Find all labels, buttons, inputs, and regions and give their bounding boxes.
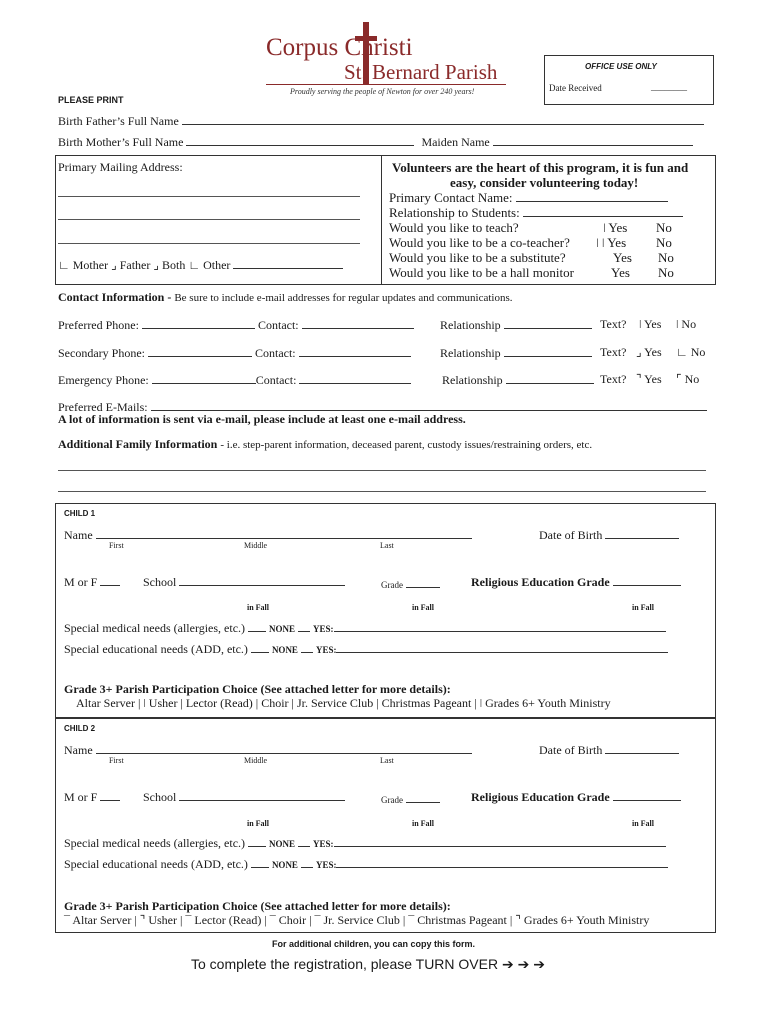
logo-name-top: Corpus Christi: [266, 34, 413, 61]
contact-label: Contact:: [254, 346, 296, 360]
first-label: First: [109, 756, 124, 765]
in-fall-label: in Fall: [412, 603, 435, 612]
medical-field[interactable]: [334, 835, 666, 847]
last-label: Last: [380, 756, 394, 765]
primary-contact-row: [389, 190, 668, 206]
question-teach: Would you like to teach?: [389, 220, 519, 235]
educational-field[interactable]: [336, 641, 668, 653]
arrow-right-icon: ➔ ➔ ➔: [502, 956, 545, 972]
primary-contact-label: Primary Contact Name:: [389, 190, 513, 205]
middle-label: Middle: [244, 541, 268, 550]
mother-name-field[interactable]: [186, 134, 414, 146]
contact-label: Contact:: [257, 318, 299, 332]
first-label: First: [109, 541, 124, 550]
additional-info-line-2[interactable]: [58, 491, 706, 492]
medical-label: Special medical needs (allergies, etc.): [64, 621, 246, 635]
contact-field[interactable]: [299, 345, 411, 357]
logo-tagline: Proudly serving the people of Newton for over 240 years!: [290, 87, 475, 96]
relationship-field[interactable]: [504, 317, 592, 329]
last-label: Last: [380, 541, 394, 550]
text-yes-option[interactable]: ⌟ Yes: [636, 345, 662, 359]
yes-label: YES:: [315, 860, 337, 870]
relationship-row: [389, 205, 683, 221]
other-field[interactable]: [233, 257, 343, 269]
question-coteach: Would you like to be a co-teacher?: [389, 235, 570, 250]
contact-label: Contact:: [255, 373, 297, 387]
turn-over-text: To complete the registration, please TURN OVER: [191, 956, 499, 972]
gender-label: M or F: [64, 790, 98, 804]
phone-label: Emergency Phone:: [58, 373, 149, 387]
educational-none-check[interactable]: [251, 856, 269, 868]
office-use-box: [544, 55, 714, 105]
text-no-option[interactable]: ǀ No: [676, 317, 697, 331]
medical-none-check[interactable]: [248, 620, 266, 632]
relationship-label: Relationship: [440, 346, 501, 360]
child-name-field[interactable]: [96, 742, 472, 754]
additional-info-line-1[interactable]: [58, 470, 706, 471]
contact-heading-label: Contact Information -: [58, 290, 172, 304]
grade-label: Grade: [381, 795, 403, 805]
substitute-yes[interactable]: Yes: [613, 250, 632, 265]
emails-field[interactable]: [151, 399, 707, 411]
gender-field[interactable]: [100, 574, 120, 586]
father-name-label: Birth Father’s Full Name: [58, 114, 179, 128]
phone-field[interactable]: [148, 345, 252, 357]
re-grade-label: Religious Education Grade: [471, 575, 610, 589]
email-note: A lot of information is sent via e-mail, please include at least one e-mail address.: [58, 412, 466, 426]
in-fall-label: in Fall: [412, 819, 435, 828]
question-substitute: Would you like to be a substitute?: [389, 250, 566, 265]
relationship-label: Relationship: [440, 318, 501, 332]
child-name-field[interactable]: [96, 527, 472, 539]
dob-field[interactable]: [605, 527, 679, 539]
primary-contact-field[interactable]: [516, 190, 668, 202]
child-title: CHILD 1: [64, 509, 96, 518]
maiden-name-field[interactable]: [493, 134, 693, 146]
text-label: Text?: [600, 345, 627, 359]
re-grade-field[interactable]: [613, 789, 681, 801]
participation-choices[interactable]: ¯ Altar Server | ⌝ Usher | ¯ Lector (Read) | ¯ Choir | ¯ Jr. Service Club | ¯ Christmas Pageant | ⌝ Grades 6+ Youth Ministry: [64, 913, 650, 927]
mailing-address-line-2[interactable]: [58, 219, 360, 220]
dob-label: Date of Birth: [539, 528, 603, 542]
mother-name-label: Birth Mother’s Full Name: [58, 135, 184, 149]
phone-field[interactable]: [142, 317, 255, 329]
relationship-field[interactable]: [504, 345, 592, 357]
text-yes-option[interactable]: ⌝ Yes: [636, 372, 662, 386]
dob-field[interactable]: [605, 742, 679, 754]
participation-heading: Grade 3+ Parish Participation Choice (See attached letter for more details):: [64, 682, 451, 696]
substitute-no[interactable]: No: [658, 250, 674, 265]
in-fall-label: in Fall: [247, 603, 270, 612]
child-title: CHILD 2: [64, 724, 96, 733]
teach-no[interactable]: No: [656, 220, 672, 235]
yes-label: YES:: [313, 624, 334, 634]
contact-field[interactable]: [299, 372, 411, 384]
school-label: School: [143, 790, 177, 804]
coteach-yes[interactable]: ǀ ǀ Yes: [596, 235, 627, 250]
copy-form-note: For additional children, you can copy this form.: [272, 939, 476, 949]
school-field[interactable]: [179, 574, 345, 586]
medical-yes-check[interactable]: [298, 835, 310, 847]
turn-over-note: [191, 956, 545, 973]
name-label: Name: [64, 743, 93, 757]
additional-note: - i.e. step-parent information, deceased parent, custody issues/restraining orders, etc.: [220, 439, 593, 451]
medical-label: Special medical needs (allergies, etc.): [64, 836, 246, 850]
gender-label: M or F: [64, 575, 98, 589]
mother-name-row: [58, 134, 693, 150]
yes-label: YES:: [315, 645, 337, 655]
gender-field[interactable]: [100, 789, 120, 801]
text-label: Text?: [600, 372, 627, 386]
text-no-option[interactable]: ∟ No: [676, 345, 706, 359]
none-label: NONE: [271, 860, 298, 870]
volunteer-heading-1: Volunteers are the heart of this program, it is fun and: [392, 160, 689, 175]
office-use-title: OFFICE USE ONLY: [585, 62, 657, 71]
school-field[interactable]: [179, 789, 345, 801]
text-yes-option[interactable]: ǀ Yes: [639, 317, 662, 331]
mailing-address-line-1[interactable]: [58, 196, 360, 197]
child-2-section: [55, 718, 716, 933]
medical-none-check[interactable]: [248, 835, 266, 847]
relationship-label: Relationship: [442, 373, 503, 387]
mailing-address-line-3[interactable]: [58, 243, 360, 244]
relationship-label: Relationship to Students:: [389, 205, 520, 220]
phone-label: Preferred Phone:: [58, 318, 139, 332]
re-grade-field[interactable]: [613, 574, 681, 586]
volunteer-heading-2: easy, consider volunteering today!: [450, 175, 639, 190]
re-grade-label: Religious Education Grade: [471, 790, 610, 804]
participation-heading: Grade 3+ Parish Participation Choice (See attached letter for more details):: [64, 899, 451, 913]
phone-label: Secondary Phone:: [58, 346, 145, 360]
contact-info-heading: [58, 290, 512, 305]
relationship-field[interactable]: [506, 372, 594, 384]
additional-heading-label: Additional Family Information: [58, 437, 218, 451]
participation-choices[interactable]: Altar Server | ǀ Usher | Lector (Read) | Choir | Jr. Service Club | Christmas Pageant | ǀ Grades 6+ Youth Ministry: [76, 696, 611, 710]
educational-label: Special educational needs (ADD, etc.): [64, 857, 248, 871]
dob-label: Date of Birth: [539, 743, 603, 757]
school-label: School: [143, 575, 177, 589]
educational-yes-check[interactable]: [301, 856, 313, 868]
mailing-options: [58, 257, 343, 273]
name-label: Name: [64, 528, 93, 542]
relationship-field[interactable]: [523, 205, 683, 217]
additional-info-heading: [58, 437, 592, 452]
yes-label: YES:: [313, 839, 334, 849]
contact-note: Be sure to include e-mail addresses for regular updates and communications.: [174, 292, 513, 304]
educational-field[interactable]: [336, 856, 668, 868]
medical-yes-check[interactable]: [298, 620, 310, 632]
in-fall-label: in Fall: [632, 819, 655, 828]
middle-label: Middle: [244, 756, 268, 765]
educational-label: Special educational needs (ADD, etc.): [64, 642, 248, 656]
none-label: NONE: [269, 839, 296, 849]
contact-field[interactable]: [302, 317, 414, 329]
date-received-label: Date Received: [549, 83, 602, 93]
please-print-note: PLEASE PRINT: [58, 95, 124, 105]
father-name-field[interactable]: [182, 113, 704, 125]
hall-monitor-yes[interactable]: Yes: [611, 265, 630, 280]
mailing-options-label[interactable]: ∟ Mother ⌟ Father ⌟ Both ∟ Other: [58, 258, 231, 272]
teach-yes[interactable]: ǀ Yes: [603, 220, 628, 235]
date-received-field[interactable]: ________: [651, 82, 687, 92]
logo-name-bottom: St. Bernard Parish: [344, 60, 498, 84]
grade-field[interactable]: [406, 791, 440, 803]
educational-none-check[interactable]: [251, 641, 269, 653]
emails-label: Preferred E-Mails:: [58, 400, 148, 414]
text-label: Text?: [600, 317, 627, 331]
mailing-address-label: Primary Mailing Address:: [58, 160, 183, 174]
medical-field[interactable]: [334, 620, 666, 632]
none-label: NONE: [271, 645, 298, 655]
hall-monitor-no[interactable]: No: [658, 265, 674, 280]
none-label: NONE: [269, 624, 296, 634]
educational-yes-check[interactable]: [301, 641, 313, 653]
in-fall-label: in Fall: [632, 603, 655, 612]
father-name-row: [58, 113, 704, 129]
child-1-section: [55, 503, 716, 718]
grade-label: Grade: [381, 580, 403, 590]
maiden-name-label: Maiden Name: [421, 135, 490, 149]
phone-field[interactable]: [152, 372, 256, 384]
in-fall-label: in Fall: [247, 819, 270, 828]
coteach-no[interactable]: No: [656, 235, 672, 250]
text-no-option[interactable]: ⌜ No: [676, 372, 700, 386]
grade-field[interactable]: [406, 576, 440, 588]
question-hall-monitor: Would you like to be a hall monitor: [389, 265, 574, 280]
